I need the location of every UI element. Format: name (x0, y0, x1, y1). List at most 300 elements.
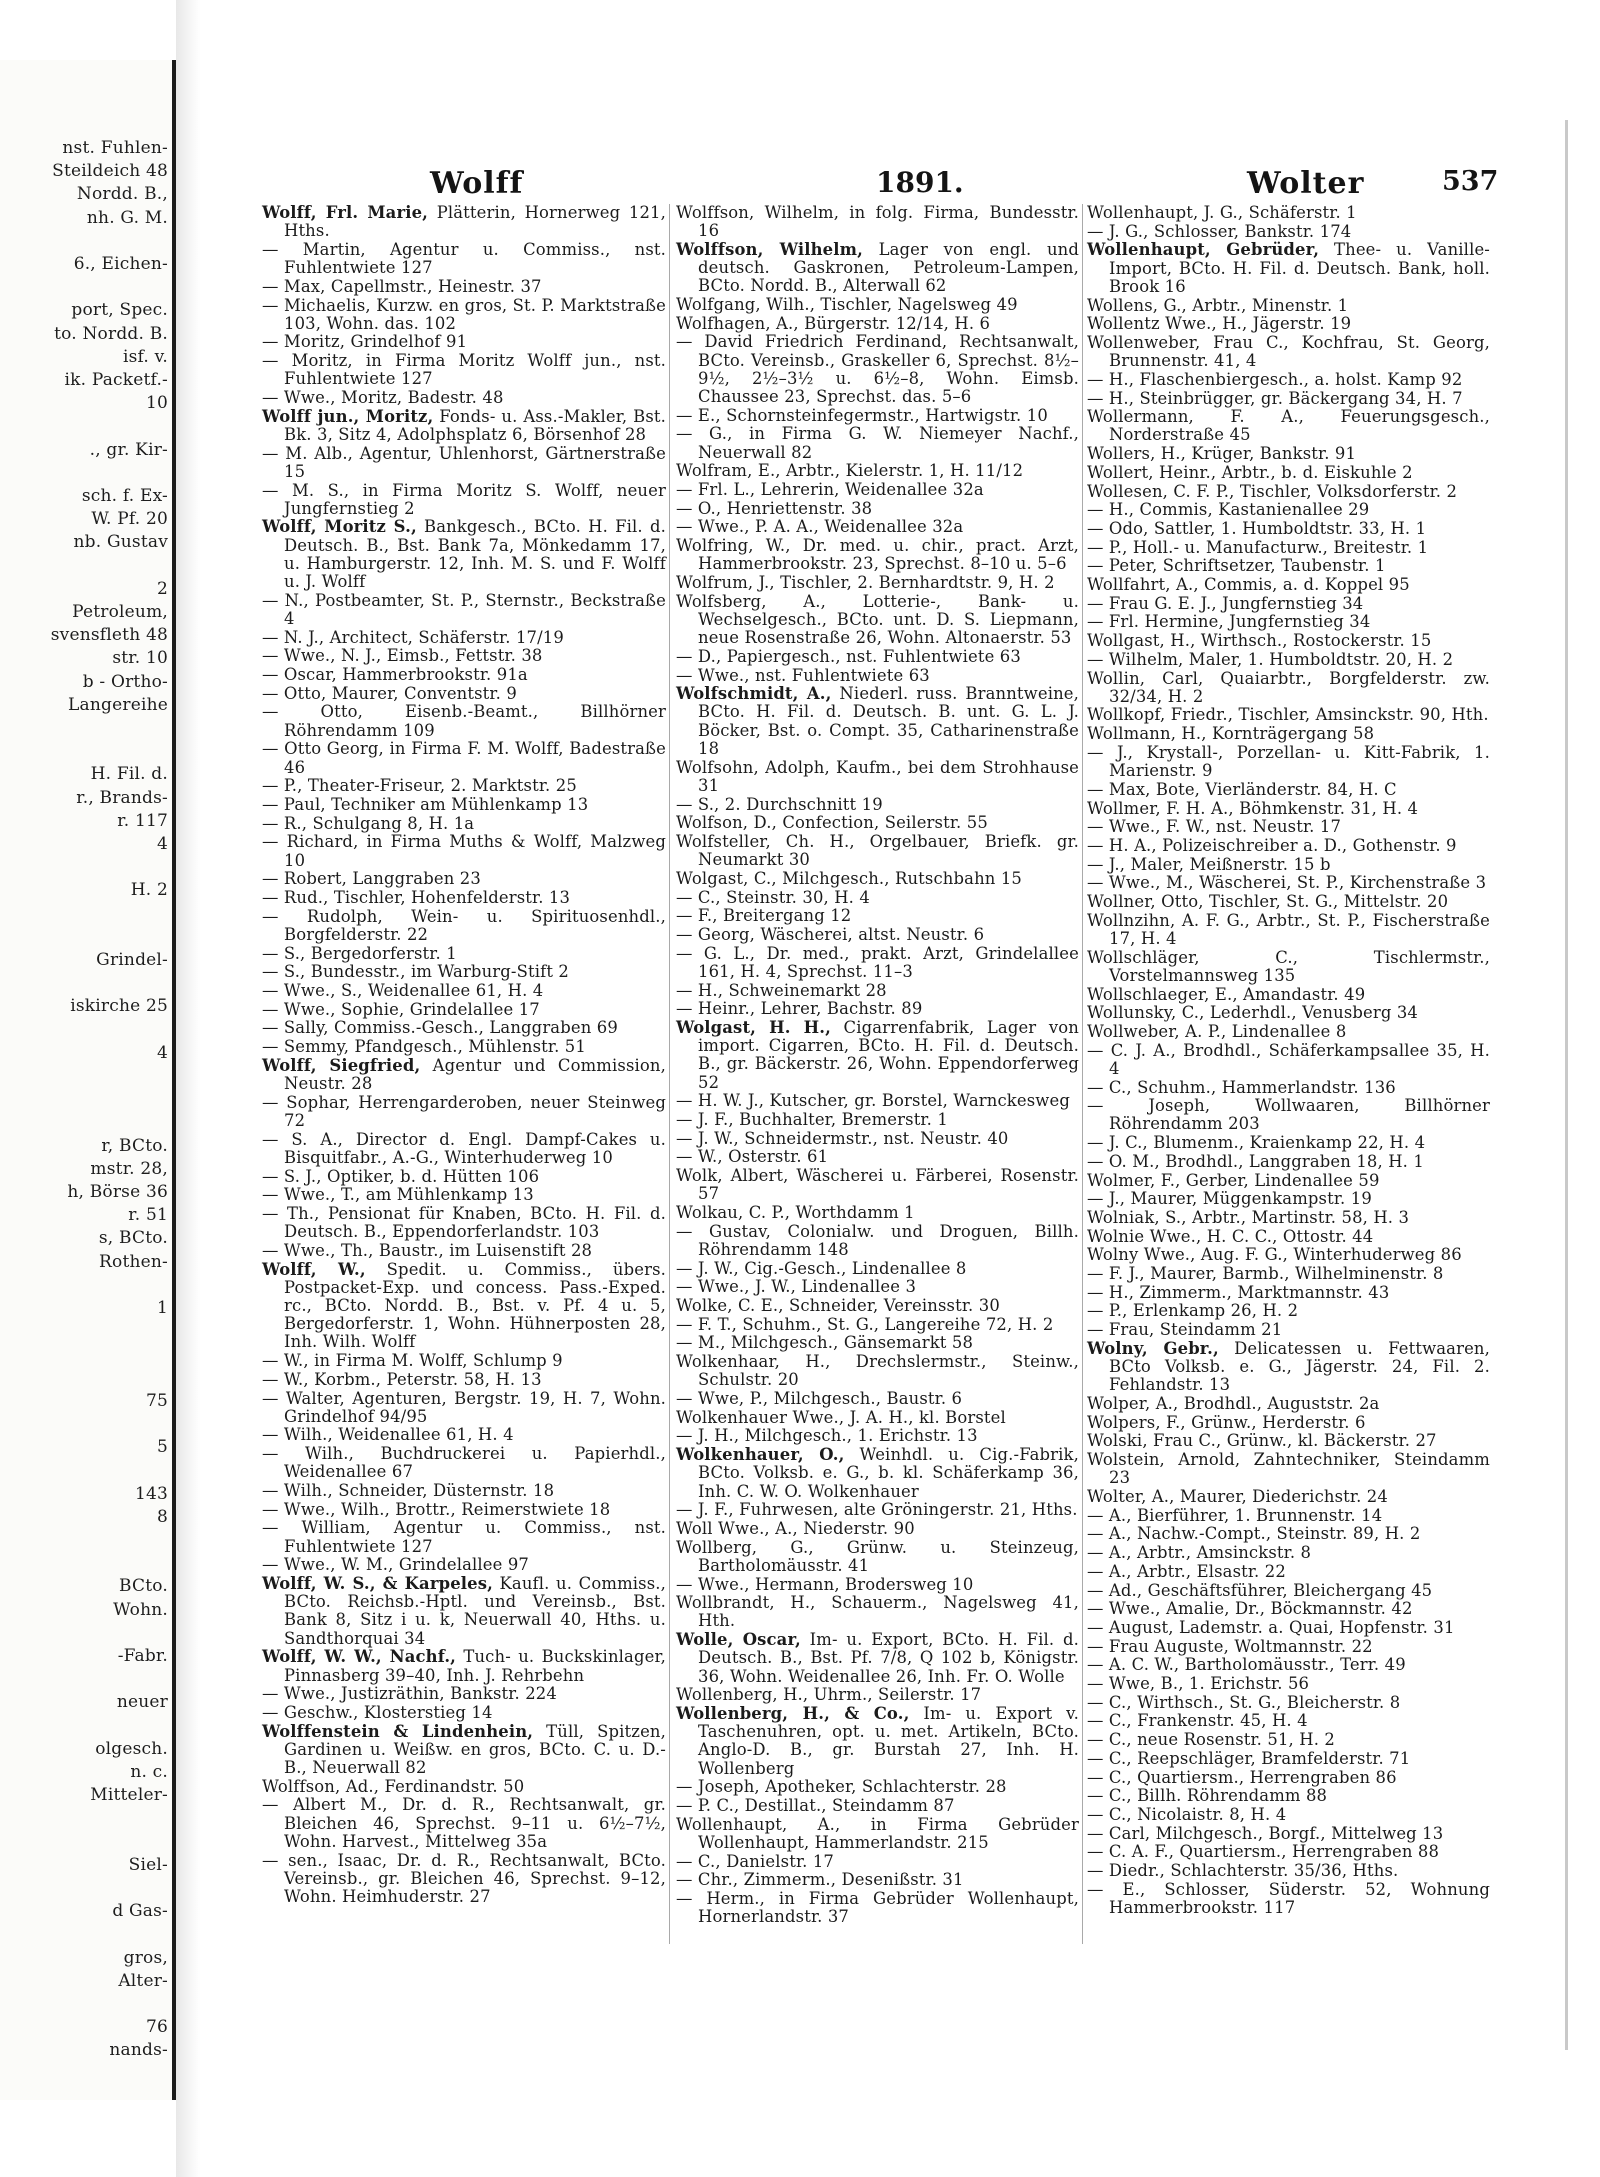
entry-name: Wollfahrt, A., (1087, 575, 1199, 595)
directory-entry (1087, 1675, 1490, 1693)
directory-entry (1087, 1619, 1490, 1637)
entry-details: neue Rosenstr. 51, H. 2 (1131, 1730, 1336, 1750)
entry-name: — J. C., (1087, 1133, 1148, 1153)
entry-details: Krystall-, Porzellan- u. Kitt-Fabrik, 1. Marienstr. 9 (1109, 742, 1490, 781)
entry-name: — H. A., (1087, 835, 1157, 855)
entry-name: Wolfrum, J., (676, 573, 775, 593)
entry-name: Wolff, Siegfried, (262, 1055, 421, 1075)
entry-name: — Paul, (262, 795, 326, 814)
entry-details: Milchgesch., 1. Erichstr. 13 (739, 1426, 978, 1446)
directory-entry (1087, 1153, 1490, 1171)
entry-name: — P., (1087, 1301, 1128, 1321)
entry-name: — A., (1087, 1561, 1132, 1581)
entry-name: — J. H., (676, 1426, 740, 1446)
left-page-line: h, Börse 36 (67, 1182, 168, 1202)
entry-details: Ferdinandstr. 50 (379, 1776, 525, 1796)
entry-name: — Robert, (262, 869, 347, 889)
directory-entry (676, 1890, 1079, 1926)
directory-entry (1087, 856, 1490, 874)
directory-entry (1087, 297, 1490, 315)
directory-entry (676, 481, 1079, 499)
entry-details: Eimsb., Fettstr. 38 (381, 646, 543, 666)
entry-name: — H. W. J., (676, 1091, 765, 1111)
entry-details: Hermann, Brodersweg 10 (749, 1574, 974, 1594)
directory-entry (1087, 1600, 1490, 1618)
entry-name: Wolff, W. S., & Karpeles, (262, 1574, 493, 1594)
entry-name: — Moritz, (262, 332, 346, 352)
entry-name: — C., (676, 887, 721, 907)
entry-details: Zimmerm., Marktmannstr. 43 (1134, 1282, 1390, 1302)
directory-entry (676, 537, 1079, 573)
entry-name: — Otto Georg, (262, 739, 384, 759)
directory-entry (676, 333, 1079, 406)
entry-name: — P., (1087, 537, 1128, 557)
directory-entry (1087, 1190, 1490, 1208)
directory-entry (1087, 557, 1490, 575)
directory-entry (1087, 744, 1490, 780)
entry-name: — H., (1087, 500, 1135, 520)
directory-entry (262, 482, 666, 518)
entry-name: — Wwe., Wilh., (262, 1499, 390, 1519)
entry-details: Herrengarderoben, neuer Steinweg 72 (284, 1092, 666, 1130)
entry-name: Wolfsberg, A., (676, 591, 826, 611)
directory-entry (1087, 539, 1490, 557)
left-page-line: ik. Packetf.- (64, 370, 168, 390)
entry-name: — J. F., (676, 1109, 734, 1129)
entry-details: Commis, Kastanienallee 29 (1134, 500, 1370, 520)
directory-entry (676, 1539, 1079, 1575)
entry-details: Grindelallee 97 (393, 1555, 530, 1575)
directory-entry (676, 1223, 1079, 1259)
left-page-line: s, BCto. (98, 1228, 168, 1249)
directory-entry (676, 1871, 1079, 1889)
entry-details: Fonds- u. Ass.-Makler, Bst. Bk. 3, Sitz 4, Adolphsplatz 6, Börsenhof 28 (284, 406, 667, 444)
left-page-line: Rothen- (99, 1251, 168, 1272)
left-page-line: 4 (156, 834, 168, 854)
entry-details: Maler, 1. Humboldtstr. 20, H. 2 (1183, 649, 1454, 669)
entry-details: Plätterin, Hornerweg 121, Hths. (284, 203, 666, 241)
entry-name: — Wilh., (262, 1481, 333, 1501)
entry-details: Jägerstr. 19 (1247, 314, 1352, 334)
entry-details: Thee- u. Vanille-Import, BCto. H. Fil. d. Deutsch. Bank, holl. Brook 16 (1109, 240, 1490, 296)
entry-name: — Georg, (676, 924, 755, 944)
entry-name: — F. T., (676, 1314, 737, 1334)
entry-name: — Otto, (262, 702, 363, 722)
entry-details: Nachw.-Compt., Steinstr. 89, H. 2 (1131, 1524, 1421, 1544)
directory-entry (262, 1261, 666, 1352)
entry-details: Agenturen, Bergstr. 19, H. 7, Wohn. Grindelhof 94/95 (284, 1388, 667, 1426)
directory-entry (676, 1148, 1079, 1166)
directory-entry (1087, 818, 1490, 836)
directory-entry (676, 425, 1079, 461)
entry-details: Breitergang 12 (717, 906, 852, 926)
entry-details: Postbeamter, St. P., Sternstr., Beckstraße 4 (284, 590, 666, 628)
entry-details: 2. Durchschnitt 19 (719, 794, 883, 814)
directory-entry (1087, 371, 1490, 389)
entry-name: Wollkopf, Friedr., (1087, 705, 1234, 725)
directory-entry (262, 1390, 666, 1426)
entry-details: Kurzw. en gros, St. P. Marktstraße 103, Wohn. das. 102 (284, 295, 666, 333)
entry-name: — S., (676, 794, 720, 814)
entry-name: Wollenhaupt, Gebrüder, (1087, 240, 1320, 260)
entry-name: Wolk, Albert, (676, 1166, 789, 1186)
entry-name: Wolfhagen, A., (676, 313, 799, 333)
entry-details: Wäscherei u. Färberei, Rosenstr. 57 (698, 1166, 1079, 1204)
entry-name: — Wwe., (262, 1684, 336, 1704)
entry-details: Arbtr., Amsinckstr. 8 (1131, 1543, 1312, 1563)
directory-entry (1087, 1302, 1490, 1320)
entry-name: Wollentz Wwe., H., (1087, 314, 1248, 334)
entry-name: — C. J. A., (1087, 1040, 1177, 1060)
directory-entry (676, 462, 1079, 480)
entry-name: — Semmy, (262, 1037, 350, 1057)
entry-name: — Wilhelm, (1087, 649, 1184, 669)
entry-details: Destillat., Steindamm 87 (739, 1795, 955, 1815)
entry-details: Winterhuderweg 86 (1288, 1245, 1462, 1265)
directory-entry (262, 1519, 666, 1555)
left-page-line: n. c. (130, 1762, 168, 1782)
page-number: 537 (1442, 166, 1499, 197)
entry-details: Maurer, Diederichstr. 24 (1174, 1487, 1388, 1507)
entry-name: — Frau Auguste, (1087, 1636, 1229, 1656)
entry-name: — Moritz, (262, 351, 353, 371)
directory-entry (1087, 1694, 1490, 1712)
entry-details: Lehrer, Bachstr. 89 (755, 999, 923, 1019)
entry-details: Grünw. u. Steinzeug, Bartholomäusstr. 41 (698, 1537, 1079, 1575)
entry-name: — J., (1087, 742, 1134, 762)
directory-entry (676, 1316, 1079, 1334)
directory-entry (262, 647, 666, 665)
entry-details: Buchhalter, Bremerstr. 1 (733, 1109, 948, 1129)
directory-entry (676, 1520, 1079, 1538)
entry-name: — F. J., (1087, 1264, 1145, 1284)
entry-name: Wolff jun., Moritz, (262, 406, 434, 426)
directory-entry (676, 1501, 1079, 1519)
directory-entry (1087, 1881, 1490, 1917)
entry-details: Tischler, St. G., Mittelstr. 20 (1203, 892, 1449, 912)
entry-name: Wollschlaeger, E., (1087, 984, 1238, 1004)
directory-entry (262, 592, 666, 628)
left-page-line: 10 (145, 393, 168, 414)
entry-name: Wolfgang, Wilh., (676, 295, 816, 315)
entry-details: Bürgerstr. 12/14, H. 6 (798, 313, 991, 333)
entry-name: — Rud., (262, 888, 329, 908)
entry-details: Holl.- u. Manufacturw., Breitestr. 1 (1127, 537, 1429, 557)
entry-name: — Wwe., (676, 665, 750, 685)
entry-name: — Wwe., T., (262, 1185, 361, 1205)
entry-details: Apotheker, Schlachterstr. 28 (759, 1777, 1007, 1797)
entry-details: Schlosser, Süderstr. 52, Wohnung Hammerbrookstr. 117 (1109, 1879, 1490, 1917)
entry-name: — H., (1087, 369, 1135, 389)
entry-details: Maurer, Conventstr. 9 (326, 683, 517, 703)
entry-name: Wolgast, C., (676, 868, 777, 888)
directory-entry (676, 1705, 1079, 1778)
entry-details: Commis, a. d. Koppel 95 (1198, 575, 1410, 595)
entry-details: Pfandgesch., Mühlenstr. 51 (349, 1037, 586, 1057)
entry-details: Grünw., Herderstr. 6 (1185, 1412, 1366, 1432)
directory-entry (1087, 651, 1490, 669)
entry-details: kl. Borstel (913, 1407, 1006, 1427)
left-page-line: 76 (145, 2017, 168, 2038)
entry-details: Wäscherei, St. P., Kirchenstraße 3 (1193, 873, 1487, 893)
entry-name: — Sophar, (262, 1092, 351, 1112)
entry-name: — Joseph, (1087, 1096, 1211, 1116)
directory-entry (262, 1242, 666, 1260)
entry-name: — J. F., (676, 1500, 734, 1520)
entry-details: Steinbrügger, gr. Bäckergang 34, H. 7 (1134, 388, 1463, 408)
entry-name: — Heinr., (676, 999, 756, 1019)
directory-entry (676, 1278, 1079, 1296)
entry-details: Steinstr. 30, H. 4 (720, 887, 870, 907)
entry-details: Pensionat für Knaben, BCto. H. Fil. d. Deutsch. B., Eppendorferlandstr. 103 (284, 1203, 666, 1242)
entry-name: — Wwe, P., (676, 1389, 769, 1408)
entry-name: Wollner, Otto, (1087, 892, 1204, 912)
left-page-line: nb. Gustav (73, 532, 168, 553)
entry-details: Feuerungsgesch., Norderstraße 45 (1109, 407, 1490, 445)
directory-entry (262, 1426, 666, 1444)
entry-details: Arbtr., b. d. Eiskuhle 2 (1216, 462, 1413, 482)
entry-details: Wollwaaren, Billhörner Röhrendamm 203 (1109, 1096, 1490, 1134)
left-page-line: r., Brands- (76, 787, 168, 808)
directory-entry (1087, 1321, 1490, 1339)
entry-name: — M., (676, 1333, 726, 1353)
directory-entry (676, 518, 1079, 536)
entry-name: — C., (1087, 1767, 1132, 1787)
directory-entry (1087, 334, 1490, 370)
entry-details: Im- u. Export v. Taschenuhren, opt. u. met. Artikeln, BCto. Anglo-D. B., gr. Burstah 27, Inh. H. Wollenberg (698, 1703, 1079, 1778)
entry-details: Henriettenstr. 38 (721, 498, 873, 518)
entry-details: Zahntechniker, Steindamm 23 (1109, 1450, 1490, 1488)
directory-entry (1087, 520, 1490, 538)
entry-name: — J., (1087, 854, 1126, 874)
entry-details: Kornträgergang 58 (1206, 724, 1375, 744)
entry-details: Schornsteinfegermstr., Hartwigstr. 10 (720, 405, 1048, 425)
entry-name: Wolfsteller, Ch. H., (676, 831, 855, 851)
directory-entry (1087, 1340, 1490, 1395)
entry-name: — August, (1087, 1617, 1174, 1637)
directory-entry (676, 870, 1079, 888)
entry-name: — J. W., (676, 1258, 739, 1278)
entry-details: Danielstr. 17 (720, 1851, 835, 1871)
directory-entry (262, 1371, 666, 1389)
directory-entry (262, 1778, 666, 1796)
directory-entry (1087, 725, 1490, 743)
left-page-line: neuer (116, 1692, 168, 1713)
directory-entry (1087, 949, 1490, 985)
entry-name: — S., (262, 962, 306, 982)
directory-entry (262, 1648, 666, 1684)
entry-details: in Firma Moritz S. Wolff, neuer Jungfernstieg 2 (284, 480, 666, 518)
entry-name: Wolstein, Arnold, (1087, 1450, 1241, 1470)
directory-entry (676, 1297, 1079, 1315)
book-gutter (176, 0, 200, 2177)
directory-entry (262, 278, 666, 296)
entry-name: — R., (262, 813, 308, 833)
directory-entry (262, 777, 666, 795)
entry-details: Agentur u. Commiss., nst. Fuhlentwiete 127 (284, 1518, 666, 1556)
entry-name: — M. S., (262, 480, 350, 500)
entry-name: Wollweber, A. P., (1087, 1021, 1227, 1041)
entry-name: — Geschw., (262, 1702, 359, 1722)
directory-entry (676, 1204, 1079, 1222)
directory-entry (1087, 1843, 1490, 1861)
entry-name: Wolke, C. E., (676, 1295, 784, 1315)
directory-entry (1087, 315, 1490, 333)
entry-name: — Max, (1087, 779, 1151, 799)
entry-name: Wolmer, F., (1087, 1170, 1181, 1190)
directory-entry (262, 963, 666, 981)
entry-name: — Frl. L., (676, 480, 756, 500)
entry-details: Baustr., im Luisenstift 28 (373, 1240, 593, 1260)
directory-entry (262, 241, 666, 277)
directory-entry (676, 315, 1079, 333)
entry-name: Wollunsky, C., (1087, 1003, 1205, 1023)
entry-name: — David Friedrich Ferdinand, (676, 332, 948, 352)
entry-details: Bergedorferstr. 1 (305, 943, 457, 963)
entry-name: — H., (676, 980, 724, 1000)
directory-entry (1087, 670, 1490, 706)
directory-entry (676, 667, 1079, 685)
directory-entry (1087, 1414, 1490, 1432)
left-page-line: H. Fil. d. (90, 764, 168, 785)
directory-entry (262, 1205, 666, 1241)
directory-entry (1087, 874, 1490, 892)
directory-entry (1087, 1750, 1490, 1768)
directory-entry (676, 1594, 1079, 1630)
directory-entry (262, 352, 666, 388)
directory-entry (1087, 1563, 1490, 1581)
entry-details: Böhmkenstr. 31, H. 4 (1233, 798, 1419, 818)
entry-details: Weinhdl. u. Cig.-Fabrik, BCto. Volksb. e. G., b. kl. Schäferkamp 36, Inh. C. W. O. Wolkenhauer (698, 1445, 1079, 1501)
directory-entry (676, 982, 1079, 1000)
entry-details: Tischler, Amsinckstr. 90, Hth. (1233, 705, 1489, 725)
directory-entry (1087, 1712, 1490, 1730)
directory-entry (262, 1501, 666, 1519)
entry-details: Commiss.-Gesch., Langgraben 69 (328, 1018, 618, 1038)
entry-details: in Firma F. M. Wolff, Badestraße 46 (284, 739, 666, 777)
entry-name: — Wilh., (262, 1425, 333, 1445)
entry-name: — H., (1087, 388, 1135, 408)
entry-details: nst. Fuhlentwiete 63 (749, 665, 930, 685)
entry-details: Architect, Schäferstr. 17/19 (324, 627, 564, 647)
entry-details: Tischler, Volksdorferstr. 2 (1234, 481, 1458, 501)
directory-entry (676, 1334, 1079, 1352)
directory-entry (262, 833, 666, 869)
entry-details: Confection, Seilerstr. 55 (776, 813, 988, 833)
entry-name: Wolff, Frl. Marie, (262, 203, 429, 222)
entry-name: Wollschläger, C., (1087, 947, 1299, 967)
entry-details: Techniker am Mühlenkamp 13 (325, 795, 589, 814)
entry-details: Tischlermstr., Vorstelmannsweg 135 (1109, 947, 1490, 985)
entry-name: Wolfson, D., (676, 813, 777, 833)
directory-entry (262, 740, 666, 776)
entry-details: Quaiarbtr., Borgfelderstr. zw. 32/34, H. 2 (1109, 668, 1490, 706)
entry-name: Wolniak, S., (1087, 1207, 1187, 1227)
directory-entry (676, 1000, 1079, 1018)
entry-name: — Wwe., (262, 999, 336, 1019)
left-page-line: 1 (156, 1298, 168, 1318)
entry-name: Wollens, G., (1087, 295, 1187, 315)
entry-details: Tischler, Nagelsweg 49 (815, 295, 1018, 315)
directory-entry (262, 908, 666, 944)
entry-name: — Carl, (1087, 1823, 1151, 1843)
entry-details: Schweinemarkt 28 (723, 980, 887, 1000)
directory-entry (262, 389, 666, 407)
entry-name: Wolfsohn, Adolph, (676, 757, 830, 777)
entry-name: Wolfram, E., (676, 461, 781, 481)
entry-name: Wolffenstein & Lindenhein, (262, 1721, 534, 1741)
left-page-line: Grindel- (96, 950, 168, 970)
entry-name: Wollmer, F. H. A., (1087, 798, 1234, 818)
directory-entry (676, 204, 1079, 240)
directory-entry (676, 1130, 1079, 1148)
directory-entry (1087, 912, 1490, 948)
directory-entry (262, 297, 666, 333)
entry-details: Schneider, Düsternstr. 18 (332, 1481, 555, 1501)
entry-name: — S., (262, 943, 306, 963)
directory-entry (1087, 1488, 1490, 1506)
left-page-line: Langereihe (68, 694, 168, 715)
entry-name: — F., (676, 906, 718, 926)
directory-entry (676, 1427, 1079, 1445)
entry-name: — Otto, (262, 683, 327, 703)
entry-name: Wollberg, G., (676, 1537, 814, 1557)
directory-entry (262, 1352, 666, 1370)
directory-entry (676, 1353, 1079, 1389)
entry-details: Bundesstr., im Warburg-Stift 2 (305, 962, 569, 982)
directory-entry (676, 500, 1079, 518)
entry-details: Director d. Engl. Dampf-Cakes u. Bisquitfabr., A.-G., Winterhuderweg 10 (284, 1129, 666, 1167)
entry-name: Wollenweber, Frau C., (1087, 332, 1289, 352)
directory-entry (1087, 390, 1490, 408)
entry-details: 1. Erichstr. 56 (1183, 1674, 1310, 1694)
entry-name: — N., (262, 590, 309, 610)
left-page-line: W. Pf. 20 (91, 509, 168, 530)
directory-entry (262, 815, 666, 833)
entry-name: — A., (1087, 1543, 1132, 1563)
entry-name: — Wwe., M., (1087, 873, 1194, 893)
left-page-line: iskirche 25 (70, 996, 168, 1017)
directory-entry (1087, 1246, 1490, 1264)
directory-entry (676, 1686, 1079, 1704)
entry-details: Badestr. 48 (402, 388, 504, 408)
directory-entry (1087, 1209, 1490, 1227)
entry-details: Dr. d. R., Rechtsanwalt, BCto. Vereinsb., gr. Bleichen 46, Sprechst. 9–12, Wohn. Heimhuderstr. 27 (284, 1850, 666, 1906)
entry-details: Rechtsanwalt, BCto. Vereinsb., Graskeller 6, Sprechst. 8½–9½, 2½–3½ u. 6½–8, Wohn. Eimsb. Chaussee 23, Sprechst. das. 5–6 (698, 332, 1079, 407)
entry-details: Buchdruckerei u. Papierhdl., Weidenallee 67 (284, 1444, 666, 1482)
entry-name: Wolkenhaar, H., (676, 1352, 831, 1372)
entry-name: — Wwe, B., (1087, 1674, 1184, 1694)
entry-details: Woltmannstr. 22 (1228, 1636, 1373, 1656)
entry-name: Wollgast, H., (1087, 631, 1196, 651)
directory-entry (1087, 837, 1490, 855)
entry-name: Wolnie Wwe., H. C. C., (1087, 1226, 1278, 1246)
left-page-line: 8 (156, 1506, 168, 1527)
directory-entry (676, 926, 1079, 944)
left-page-line: nands- (109, 2040, 168, 2061)
directory-entry (676, 759, 1079, 795)
entry-details: Dr. med. u. chir., pract. Arzt, Hammerbrookstr. 23, Sprechst. 8–10 u. 5–6 (698, 536, 1079, 574)
entry-name: Wolffson, Wilhelm, (676, 239, 863, 259)
entry-details: Lotterie-, Bank- u. Wechselgesch., BCto. unt. D. S. Liepmann, neue Rosenstraße 26, Wohn. Altonaerstr. 53 (698, 591, 1079, 648)
left-page-line: 4 (156, 1042, 168, 1063)
entry-details: Jungfernstieg 34 (1216, 593, 1364, 613)
entry-details: Tüll, Spitzen, Gardinen u. Weißw. en gros, BCto. C. u. D.-B., Neuerwall 82 (284, 1721, 666, 1778)
entry-name: Wolkau, C. P., (676, 1202, 791, 1222)
entry-details: Krüger, Bankstr. 91 (1185, 444, 1357, 464)
directory-column-1 (262, 204, 666, 1907)
directory-entry (1087, 1769, 1490, 1787)
